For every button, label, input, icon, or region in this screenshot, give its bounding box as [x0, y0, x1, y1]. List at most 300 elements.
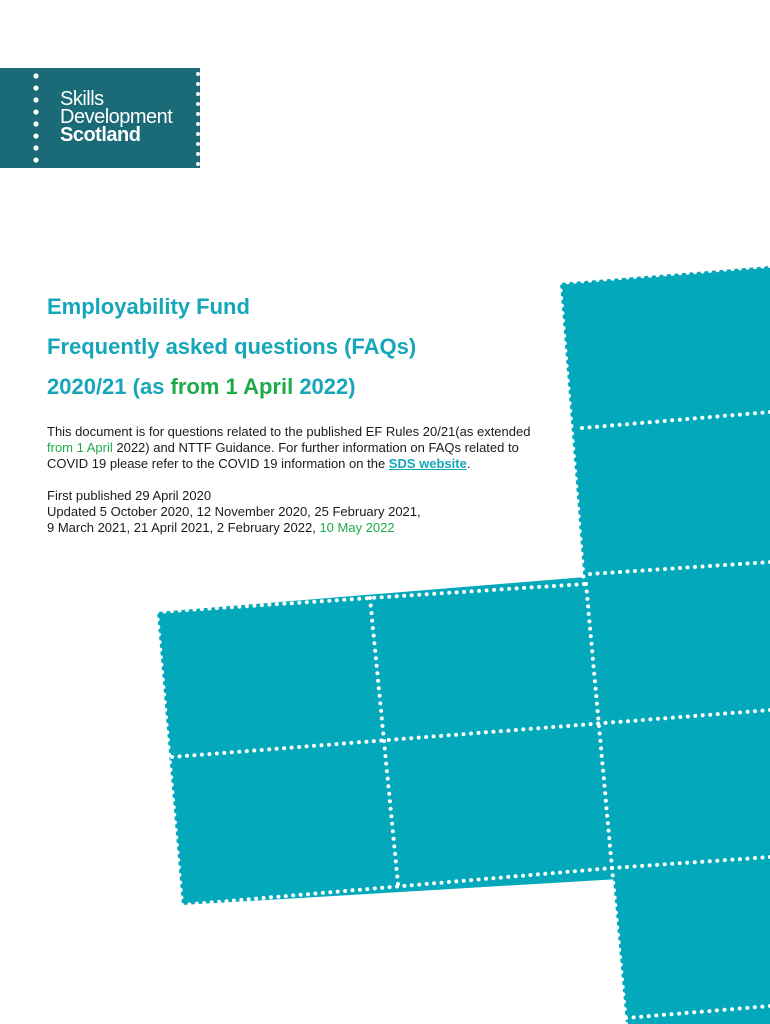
perforation-dot [402, 737, 406, 741]
perforation-dot [391, 829, 395, 833]
perforation-dot [178, 754, 182, 758]
perforation-dot [686, 271, 690, 275]
perforation-dot [179, 888, 183, 892]
perforation-dot [693, 416, 697, 420]
perforation-dot [372, 596, 376, 600]
perforation-dot [432, 734, 436, 738]
perforation-dot [417, 883, 421, 887]
perforation-dot [521, 727, 525, 731]
perforation-dot [378, 701, 382, 705]
perforation-dot [693, 565, 697, 569]
perforation-dot [394, 859, 398, 863]
perforation-dot [371, 626, 375, 630]
perforation-dot [730, 1007, 734, 1011]
perforation-dot [603, 571, 607, 575]
perforation-dot [440, 881, 444, 885]
perforation-dot [537, 585, 541, 589]
perforation-dot [600, 754, 604, 758]
perforation-dot [730, 858, 734, 862]
perforation-dot [671, 272, 675, 276]
perforation-dot [169, 768, 173, 772]
perforation-dot [572, 454, 576, 458]
perforation-dot [193, 608, 197, 612]
perforation-dot [561, 319, 565, 323]
perforation-dot [584, 582, 588, 586]
perforation-dot [568, 401, 572, 405]
perforation-dot [753, 856, 757, 860]
perforation-dot [594, 687, 598, 691]
perforation-dot [745, 1006, 749, 1010]
perforation-dot [576, 507, 580, 511]
perforation-dot [701, 713, 705, 717]
perforation-dot [626, 719, 630, 723]
perforation-dot [394, 737, 398, 741]
perforation-dot [589, 634, 593, 638]
perforation-dot [566, 724, 570, 728]
perforation-dot [358, 888, 362, 892]
perforation-dot [177, 865, 181, 869]
perforation-dot [611, 720, 615, 724]
perforation-dot [424, 735, 428, 739]
perforation-dot [299, 893, 303, 897]
document-period [47, 374, 356, 400]
perforation-dot [178, 609, 182, 613]
perforation-dot [160, 663, 164, 667]
intro-section [47, 424, 547, 536]
perforation-dot [613, 896, 617, 900]
perforation-dot [562, 334, 566, 338]
perforation-dot [528, 873, 532, 877]
perforation-dot [374, 656, 378, 660]
perforation-dot [677, 1012, 681, 1016]
perforation-dot [581, 575, 585, 579]
perforation-dot [514, 874, 518, 878]
perforation-dot [685, 1011, 689, 1015]
perforation-dot [165, 730, 169, 734]
perforation-dot [237, 605, 241, 609]
period-suffix: 2022) [293, 374, 356, 399]
perforation-dot [761, 561, 765, 565]
perforation-dot [373, 886, 377, 890]
perforation-dot [603, 791, 607, 795]
stamp-block-right-bottom [612, 860, 770, 1024]
perforation-dot [440, 591, 444, 595]
perforation-dot [753, 411, 757, 415]
perforation-dot [560, 304, 564, 308]
perforation-dot [574, 477, 578, 481]
perforation-dot [753, 561, 757, 565]
perforation-dot [381, 732, 385, 736]
perforation-dot [170, 783, 174, 787]
first-published: First published 29 April 2020 [47, 488, 212, 503]
perforation-dot [402, 884, 406, 888]
perforation-dot [560, 584, 564, 588]
perforation-dot [392, 844, 396, 848]
perforation-dot [207, 607, 211, 611]
updated-dates-text: 9 March 2021, 21 April 2021, 2 February 2022, [47, 520, 320, 535]
perforation-dot [156, 618, 160, 622]
perforation-dot [245, 604, 249, 608]
perforation-dot [745, 412, 749, 416]
perforation-dot [499, 729, 503, 733]
perforation-dot [207, 752, 211, 756]
perforation-dot [469, 732, 473, 736]
perforation-dot [558, 871, 562, 875]
perforation-dot [686, 715, 690, 719]
perforation-dot [613, 903, 617, 907]
perforation-dot [648, 863, 652, 867]
perforation-dot [678, 715, 682, 719]
perforation-dot [588, 627, 592, 631]
perforation-dot [386, 784, 390, 788]
perforation-dot [593, 679, 597, 683]
perforation-dot [291, 893, 295, 897]
perforation-dot [607, 836, 611, 840]
perforation-dot [633, 275, 637, 279]
perforation-dot [589, 722, 593, 726]
perforation-dot [174, 828, 178, 832]
perforation-dot [462, 732, 466, 736]
perforation-dot [619, 970, 623, 974]
perforation-dot [335, 598, 339, 602]
perforation-dot [618, 570, 622, 574]
perforation-dot [604, 799, 608, 803]
perforation-dot [284, 894, 288, 898]
perforation-dot [173, 820, 177, 824]
perforation-dot [305, 744, 309, 748]
perforation-dot [663, 567, 667, 571]
perforation-dot [621, 992, 625, 996]
perforation-dot [290, 746, 294, 750]
perforation-dot [662, 1013, 666, 1017]
perforation-dot [648, 717, 652, 721]
perforation-dot [610, 866, 614, 870]
perforation-dot [708, 564, 712, 568]
perforation-dot [595, 867, 599, 871]
perforation-dot [187, 902, 191, 906]
perforation-dot [395, 594, 399, 598]
perforation-dot [753, 1005, 757, 1009]
perforation-dot [573, 469, 577, 473]
perforation-dot [380, 716, 384, 720]
updated-dates-line2 [47, 520, 547, 536]
perforation-dot [723, 268, 727, 272]
perforation-dot [477, 878, 481, 882]
perforation-dot [313, 892, 317, 896]
perforation-dot [160, 670, 164, 674]
perforation-dot [432, 881, 436, 885]
perforation-dot [349, 741, 353, 745]
perforation-dot [730, 413, 734, 417]
perforation-dot [738, 857, 742, 861]
perforation-dot [260, 603, 264, 607]
logo-wordmark [60, 90, 172, 144]
perforation-dot [378, 694, 382, 698]
perforation-dot [600, 761, 604, 765]
perforation-dot [364, 740, 368, 744]
perforation-dot [200, 607, 204, 611]
perforation-dot [648, 568, 652, 572]
perforation-dot [671, 567, 675, 571]
perforation-dot [335, 742, 339, 746]
perforation-dot [200, 753, 204, 757]
perforation-dot [202, 901, 206, 905]
perforation-dot [655, 420, 659, 424]
perforation-dot [571, 439, 575, 443]
perforation-dot [567, 394, 571, 398]
perforation-dot [514, 728, 518, 732]
perforation-dot [618, 866, 622, 870]
perforation-dot [595, 702, 599, 706]
perforation-dot [447, 591, 451, 595]
perforation-dot [215, 752, 219, 756]
perforation-dot [267, 747, 271, 751]
perforation-dot [655, 863, 659, 867]
perforation-dot [336, 890, 340, 894]
perforation-dot [611, 873, 615, 877]
perforation-dot [305, 600, 309, 604]
perforation-dot [165, 723, 169, 727]
perforation-dot [626, 570, 630, 574]
perforation-dot [575, 583, 579, 587]
perforation-dot [551, 725, 555, 729]
perforation-dot [267, 603, 271, 607]
perforation-dot [581, 279, 585, 283]
period-highlight: from 1 April [170, 374, 294, 399]
perforation-dot [328, 890, 332, 894]
perforation-dot [260, 748, 264, 752]
perforation-dot [611, 277, 615, 281]
perforation-dot [252, 604, 256, 608]
intro-text-b: 2022) and NTTF Guidance. For further information on FAQs related to COVID 19 please refer to the COVID 19 information on the [47, 440, 519, 471]
perforation-dot [543, 872, 547, 876]
perforation-dot [217, 900, 221, 904]
perforation-dot [417, 736, 421, 740]
perforation-dot [723, 414, 727, 418]
perforation-dot [738, 266, 742, 270]
perforation-dot [588, 572, 592, 576]
perforation-dot [530, 585, 534, 589]
perforation-dot [306, 892, 310, 896]
perforation-dot [392, 837, 396, 841]
perforation-dot [372, 739, 376, 743]
perforation-dot [395, 867, 399, 871]
perforation-dot [693, 714, 697, 718]
perforation-dot [176, 858, 180, 862]
perforation-dot [578, 537, 582, 541]
document-subtitle: Frequently asked questions (FAQs) [47, 334, 417, 359]
perforation-dot [610, 423, 614, 427]
perforation-dot [588, 425, 592, 429]
perforation-dot [477, 589, 481, 593]
perforation-dot [580, 552, 584, 556]
perforation-dot [656, 717, 660, 721]
intro-paragraph [47, 424, 547, 472]
perforation-dot [168, 760, 172, 764]
perforation-dot [369, 604, 373, 608]
perforation-dot [632, 1015, 636, 1019]
perforation-dot [701, 270, 705, 274]
perforation-dot [564, 356, 568, 360]
perforation-dot [611, 571, 615, 575]
perforation-dot [230, 750, 234, 754]
perforation-dot [586, 604, 590, 608]
perforation-dot [568, 409, 572, 413]
perforation-dot [161, 678, 165, 682]
perforation-dot [327, 743, 331, 747]
perforation-dot [499, 876, 503, 880]
perforation-dot [439, 734, 443, 738]
perforation-dot [239, 898, 243, 902]
perforation-dot [506, 875, 510, 879]
perforation-dot [372, 634, 376, 638]
perforation-dot [678, 418, 682, 422]
perforation-dot [617, 948, 621, 952]
perforation-dot [297, 601, 301, 605]
perforation-dot [738, 710, 742, 714]
perforation-dot [731, 267, 735, 271]
perforation-dot [477, 731, 481, 735]
perforation-dot [591, 657, 595, 661]
perforation-dot [410, 883, 414, 887]
perforation-dot [163, 700, 167, 704]
perforation-dot [562, 326, 566, 330]
perforation-dot [700, 1010, 704, 1014]
logo-line-skills: Skills [60, 88, 104, 110]
perforation-dot [670, 418, 674, 422]
perforation-dot [387, 792, 391, 796]
perforation-dot [731, 711, 735, 715]
perforation-dot [195, 902, 199, 906]
perforation-dot [746, 710, 750, 714]
perforation-dot [312, 744, 316, 748]
perforation-dot [611, 881, 615, 885]
perforation-dot [386, 777, 390, 781]
perforation-dot [162, 693, 166, 697]
perforation-dot [641, 274, 645, 278]
perforation-dot [595, 425, 599, 429]
perforation-dot [432, 592, 436, 596]
perforation-dot [230, 605, 234, 609]
perforation-dot [327, 599, 331, 603]
perforation-dot [685, 417, 689, 421]
perforation-dot [761, 709, 765, 713]
perforation-dot [615, 925, 619, 929]
perforation-dot [609, 851, 613, 855]
perforation-dot [633, 422, 637, 426]
perforation-dot [245, 749, 249, 753]
perforation-dot [383, 747, 387, 751]
perforation-dot [158, 648, 162, 652]
perforation-dot [656, 568, 660, 572]
perforation-dot [563, 349, 567, 353]
perforation-dot [716, 268, 720, 272]
perforation-dot [581, 723, 585, 727]
perforation-dot [587, 619, 591, 623]
perforation-dot [603, 867, 607, 871]
perforation-dot [157, 633, 161, 637]
perforation-dot [700, 416, 704, 420]
perforation-dot [567, 583, 571, 587]
perforation-dot [225, 899, 229, 903]
perforation-dot [609, 859, 613, 863]
perforation-dot [723, 712, 727, 716]
perforation-dot [247, 897, 251, 901]
perforation-dot [500, 587, 504, 591]
perforation-dot [410, 593, 414, 597]
perforation-dot [614, 911, 618, 915]
perforation-dot [663, 419, 667, 423]
perforation-dot [222, 606, 226, 610]
perforation-dot [382, 739, 386, 743]
perforation-dot [388, 885, 392, 889]
perforation-dot [566, 379, 570, 383]
perforation-dot [599, 746, 603, 750]
perforation-dot [254, 897, 258, 901]
perforation-dot [597, 724, 601, 728]
perforation-dot [678, 271, 682, 275]
perforation-dot [491, 876, 495, 880]
perforation-dot [390, 822, 394, 826]
perforation-dot [462, 879, 466, 883]
perforation-dot [387, 738, 391, 742]
perforation-dot [402, 594, 406, 598]
perforation-dot [738, 562, 742, 566]
perforation-dot [625, 422, 629, 426]
perforation-dot [379, 709, 383, 713]
perforation-dot [607, 829, 611, 833]
perforation-dot [425, 882, 429, 886]
perforation-dot [598, 732, 602, 736]
perforation-dot [623, 1007, 627, 1011]
perforation-dot [384, 754, 388, 758]
perforation-dot [276, 895, 280, 899]
perforation-dot [566, 870, 570, 874]
perforation-dot [155, 610, 159, 614]
perforation-dot [588, 868, 592, 872]
perforation-dot [536, 872, 540, 876]
perforation-dot [174, 835, 178, 839]
perforation-dot [170, 609, 174, 613]
perforation-dot [484, 877, 488, 881]
perforation-dot [350, 597, 354, 601]
perforation-dot [320, 599, 324, 603]
perforation-dot [381, 724, 385, 728]
perforation-dot [715, 415, 719, 419]
perforation-dot [606, 821, 610, 825]
perforation-dot [357, 740, 361, 744]
perforation-dot [708, 859, 712, 863]
perforation-dot [596, 572, 600, 576]
perforation-dot [570, 432, 574, 436]
perforation-dot [603, 424, 607, 428]
perforation-dot [375, 671, 379, 675]
sds-website-link[interactable]: SDS website [388, 456, 467, 471]
perforation-dot [529, 727, 533, 731]
perforation-dot [624, 1016, 628, 1020]
perforation-dot [380, 595, 384, 599]
perforation-dot [641, 569, 645, 573]
perforation-dot [163, 610, 167, 614]
perforation-dot [171, 798, 175, 802]
perforation-dot [647, 1014, 651, 1018]
perforation-dot [670, 862, 674, 866]
perforation-dot [569, 417, 573, 421]
perforation-dot [707, 1009, 711, 1013]
perforation-dot [552, 584, 556, 588]
perforation-dot [282, 746, 286, 750]
perforation-dot [351, 888, 355, 892]
